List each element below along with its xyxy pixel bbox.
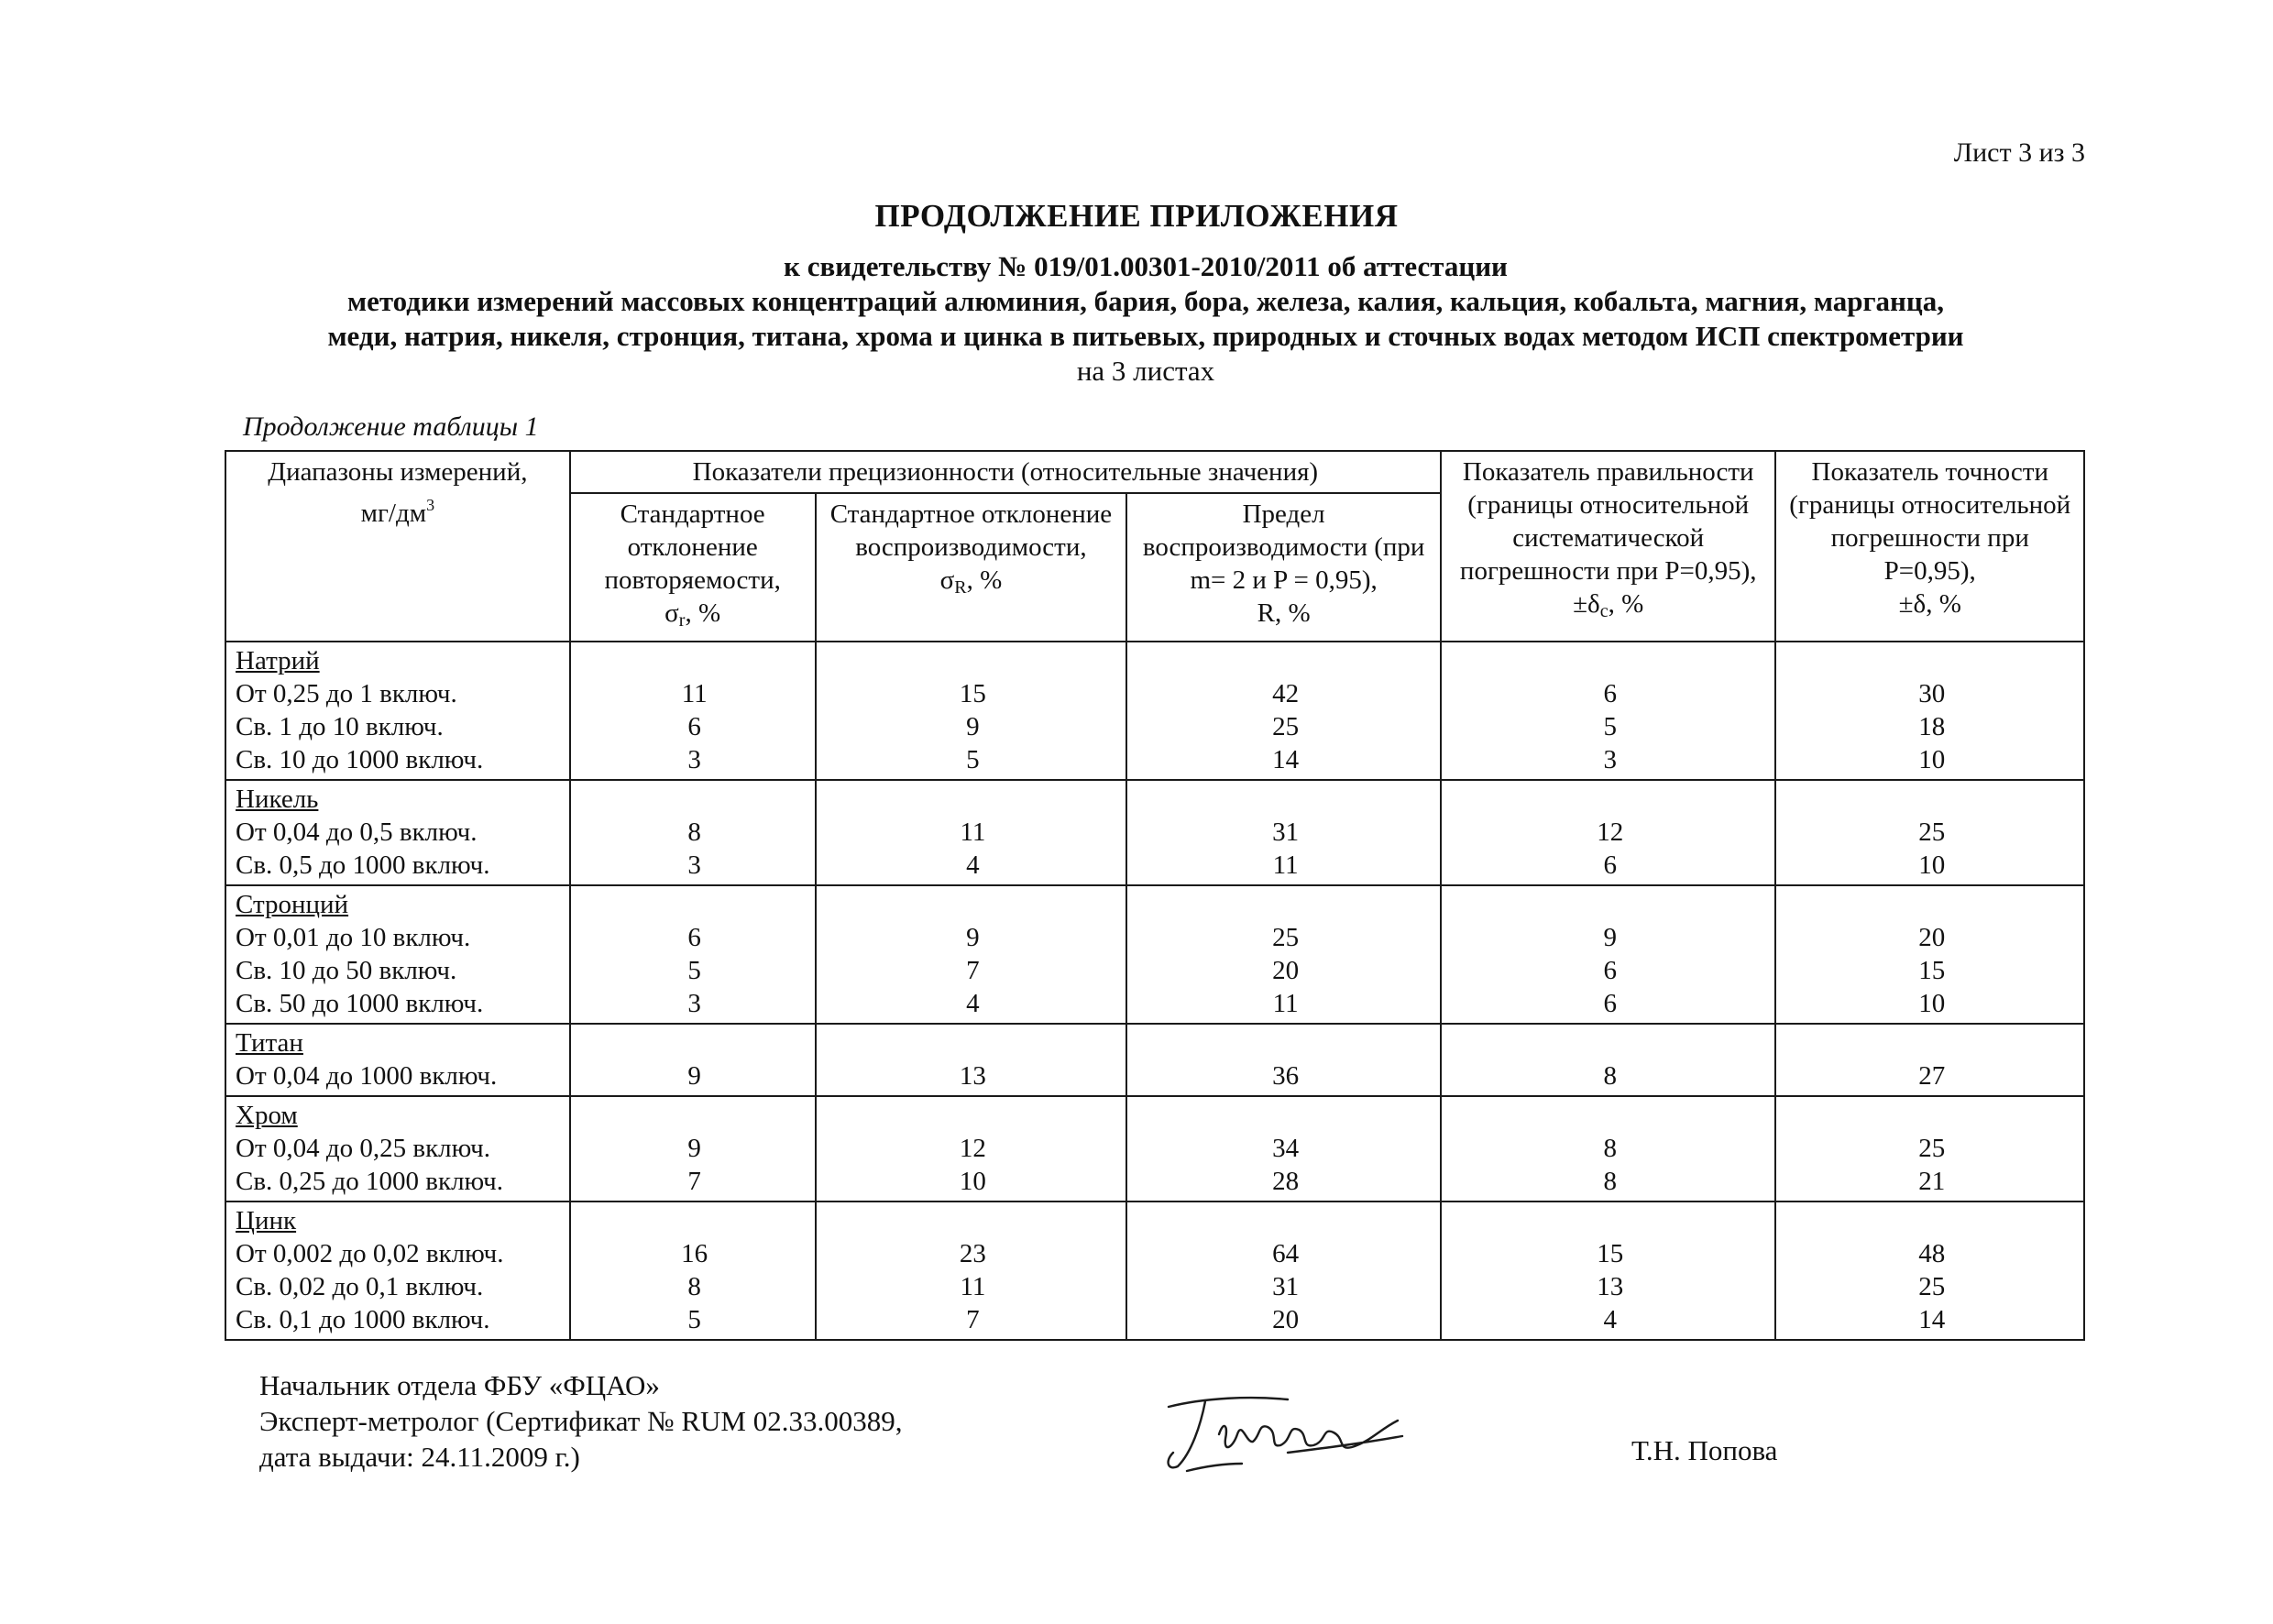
header-reproducibility-sub: R — [954, 577, 967, 598]
range-label: Св. 10 до 1000 включ. — [236, 745, 484, 774]
header-repro-limit-unit: R, % — [1257, 598, 1311, 628]
value-cell-sR — [816, 1096, 1127, 1202]
element-name: Стронций — [236, 890, 349, 919]
subtitle-line-3: меди, натрия, никеля, стронция, титана, хрома и цинка в питьевых, природных и сточных водах методом ИСП спектрометрии — [327, 320, 1964, 352]
value-cell-sr — [570, 1096, 816, 1202]
range-label: От 0,25 до 1 включ. — [236, 679, 457, 708]
value-cell-d — [1775, 1024, 2084, 1096]
element-name: Никель — [236, 785, 319, 814]
cell-value: 25 — [1272, 923, 1300, 952]
header-accuracy — [1775, 451, 2084, 642]
range-label: Св. 0,5 до 1000 включ. — [236, 850, 490, 880]
value-cell-dc — [1441, 1202, 1775, 1340]
value-cell-d — [1775, 885, 2084, 1024]
subtitle-line-2: методики измерений массовых концентраций алюминия, бария, бора, железа, калия, кальция, кобальта, магния, марганца, — [346, 285, 1945, 317]
cell-value: 10 — [959, 1167, 986, 1196]
range-cell — [225, 1202, 570, 1340]
cell-value: 6 — [1603, 850, 1617, 880]
cell-value: 11 — [960, 1272, 986, 1301]
cell-value: 9 — [687, 1134, 701, 1163]
value-cell-dc — [1441, 1024, 1775, 1096]
cell-value: 9 — [966, 712, 980, 741]
cell-value: 5 — [1603, 712, 1617, 741]
cell-value: 10 — [1918, 745, 1946, 774]
header-repeatability-text: Стандартное отклонение повторяемости, — [604, 499, 781, 595]
cell-value: 15 — [1918, 956, 1946, 985]
table-row — [225, 780, 2084, 885]
cell-value: 5 — [966, 745, 980, 774]
value-cell-sr — [570, 780, 816, 885]
cell-value: 3 — [687, 850, 701, 880]
cell-value: 13 — [959, 1061, 986, 1091]
value-cell-dc — [1441, 1096, 1775, 1202]
cell-value: 11 — [1272, 989, 1299, 1018]
cell-value: 7 — [966, 956, 980, 985]
cell-value: 9 — [687, 1061, 701, 1091]
range-label: Св. 0,02 до 0,1 включ. — [236, 1272, 484, 1301]
cell-value: 42 — [1272, 679, 1300, 708]
value-cell-R — [1126, 780, 1441, 885]
sheet-number: Лист 3 из 3 — [1953, 137, 2085, 168]
value-cell-dc — [1441, 780, 1775, 885]
cell-value: 3 — [1603, 745, 1617, 774]
header-reproducibility-text: Стандартное отклонение воспроизводимости, — [829, 499, 1113, 562]
value-cell-R — [1126, 1024, 1441, 1096]
header-repeatability-unit: , % — [685, 598, 721, 628]
header-range-unit-sup: 3 — [426, 496, 435, 514]
subtitle-line-4: на 3 листах — [1076, 355, 1215, 387]
range-label: Св. 10 до 50 включ. — [236, 956, 457, 985]
cell-value: 34 — [1272, 1134, 1300, 1163]
cell-value: 3 — [687, 989, 701, 1018]
value-cell-dc — [1441, 885, 1775, 1024]
value-cell-sR — [816, 1202, 1127, 1340]
cell-value: 6 — [1603, 679, 1617, 708]
range-cell — [225, 885, 570, 1024]
cell-value: 11 — [681, 679, 708, 708]
table-row — [225, 885, 2084, 1024]
value-cell-sR — [816, 885, 1127, 1024]
cell-value: 4 — [966, 850, 980, 880]
cell-value: 14 — [1918, 1305, 1946, 1334]
value-cell-d — [1775, 1096, 2084, 1202]
value-cell-R — [1126, 1202, 1441, 1340]
range-label: Св. 50 до 1000 включ. — [236, 989, 484, 1018]
table-row — [225, 1202, 2084, 1340]
range-label: Св. 1 до 10 включ. — [236, 712, 444, 741]
cell-value: 31 — [1272, 817, 1300, 847]
header-reproducibility — [816, 493, 1127, 642]
header-range — [225, 451, 570, 642]
cell-value: 6 — [687, 923, 701, 952]
header-repeatability-symbol: σ — [664, 598, 679, 628]
cell-value: 13 — [1597, 1272, 1624, 1301]
value-cell-sR — [816, 642, 1127, 780]
header-reproducibility-unit: , % — [966, 565, 1003, 595]
cell-value: 5 — [687, 1305, 701, 1334]
header-trueness-text: Показатель правильности (границы относительной систематической погрешности при P=0,95), ±δ — [1459, 457, 1757, 619]
range-cell — [225, 642, 570, 780]
value-cell-R — [1126, 885, 1441, 1024]
range-label: От 0,01 до 10 включ. — [236, 923, 471, 952]
signatory-block — [259, 1367, 903, 1475]
value-cell-sr — [570, 642, 816, 780]
value-cell-dc — [1441, 642, 1775, 780]
cell-value: 7 — [687, 1167, 701, 1196]
range-cell — [225, 780, 570, 885]
range-label: От 0,04 до 0,5 включ. — [236, 817, 478, 847]
cell-value: 21 — [1918, 1167, 1946, 1196]
range-cell — [225, 1096, 570, 1202]
cell-value: 25 — [1272, 712, 1300, 741]
value-cell-d — [1775, 1202, 2084, 1340]
cell-value: 12 — [959, 1134, 986, 1163]
header-repeatability-sub: r — [678, 610, 686, 631]
cell-value: 48 — [1918, 1239, 1946, 1268]
cell-value: 6 — [1603, 989, 1617, 1018]
cell-value: 8 — [687, 817, 701, 847]
value-cell-d — [1775, 642, 2084, 780]
header-repro-limit-text: Предел воспроизводимости (при m= 2 и P = 0,95), — [1142, 499, 1425, 595]
range-label: От 0,04 до 0,25 включ. — [236, 1134, 491, 1163]
cell-value: 9 — [1603, 923, 1617, 952]
header-repro-limit — [1126, 493, 1441, 642]
page-title: ПРОДОЛЖЕНИЕ ПРИЛОЖЕНИЯ — [874, 198, 1399, 234]
value-cell-sr — [570, 1024, 816, 1096]
cell-value: 9 — [966, 923, 980, 952]
cell-value: 14 — [1272, 745, 1300, 774]
element-name: Хром — [236, 1101, 298, 1130]
value-cell-sr — [570, 885, 816, 1024]
cell-value: 30 — [1918, 679, 1946, 708]
header-accuracy-text: Показатель точности (границы относительной погрешности при P=0,95), — [1789, 457, 2071, 586]
table-row — [225, 1096, 2084, 1202]
cell-value: 20 — [1918, 923, 1946, 952]
range-label: Св. 0,25 до 1000 включ. — [236, 1167, 503, 1196]
cell-value: 4 — [1603, 1305, 1617, 1334]
cell-value: 36 — [1272, 1061, 1300, 1091]
cell-value: 31 — [1272, 1272, 1300, 1301]
range-cell — [225, 1024, 570, 1096]
signatory-line-3: дата выдачи: 24.11.2009 г.) — [259, 1441, 580, 1473]
header-reproducibility-symbol: σ — [939, 565, 955, 595]
range-label: Св. 0,1 до 1000 включ. — [236, 1305, 490, 1334]
table-row — [225, 1024, 2084, 1096]
header-trueness — [1441, 451, 1775, 642]
cell-value: 8 — [1603, 1134, 1617, 1163]
table-body — [225, 642, 2084, 1340]
cell-value: 5 — [687, 956, 701, 985]
cell-value: 15 — [1597, 1239, 1624, 1268]
table-caption: Продолжение таблицы 1 — [243, 411, 539, 442]
cell-value: 27 — [1918, 1061, 1946, 1091]
cell-value: 23 — [959, 1239, 986, 1268]
cell-value: 10 — [1918, 850, 1946, 880]
header-range-label: Диапазоны измерений, — [268, 457, 528, 487]
header-repeatability — [570, 493, 816, 642]
cell-value: 28 — [1272, 1167, 1300, 1196]
header-accuracy-unit: ±δ, % — [1898, 589, 1961, 619]
header-range-unit: мг/дм — [360, 499, 427, 528]
cell-value: 8 — [1603, 1167, 1617, 1196]
table-row — [225, 642, 2084, 780]
element-name: Натрий — [236, 646, 320, 675]
subtitle-line-1: к свидетельству № 019/01.00301-2010/2011 об аттестации — [784, 250, 1508, 282]
cell-value: 11 — [1272, 850, 1299, 880]
element-name: Цинк — [236, 1206, 297, 1235]
signatory-name: Т.Н. Попова — [1631, 1434, 1778, 1466]
cell-value: 7 — [966, 1305, 980, 1334]
header-trueness-unit: , % — [1608, 589, 1644, 619]
cell-value: 25 — [1918, 817, 1946, 847]
cell-value: 4 — [966, 989, 980, 1018]
cell-value: 6 — [687, 712, 701, 741]
cell-value: 8 — [1603, 1061, 1617, 1091]
header-precision-group: Показатели прецизионности (относительные значения) — [570, 451, 1441, 493]
metrology-table — [225, 450, 2085, 1341]
signatory-line-1: Начальник отдела ФБУ «ФЦАО» — [259, 1369, 660, 1401]
value-cell-R — [1126, 1096, 1441, 1202]
cell-value: 15 — [959, 679, 986, 708]
cell-value: 18 — [1918, 712, 1946, 741]
subtitle — [229, 249, 2062, 389]
cell-value: 10 — [1918, 989, 1946, 1018]
cell-value: 16 — [681, 1239, 708, 1268]
value-cell-sR — [816, 780, 1127, 885]
value-cell-sr — [570, 1202, 816, 1340]
cell-value: 6 — [1603, 956, 1617, 985]
cell-value: 64 — [1272, 1239, 1300, 1268]
value-cell-d — [1775, 780, 2084, 885]
cell-value: 25 — [1918, 1272, 1946, 1301]
cell-value: 12 — [1597, 817, 1624, 847]
cell-value: 3 — [687, 745, 701, 774]
value-cell-sR — [816, 1024, 1127, 1096]
cell-value: 8 — [687, 1272, 701, 1301]
value-cell-R — [1126, 642, 1441, 780]
range-label: От 0,04 до 1000 включ. — [236, 1061, 498, 1091]
header-trueness-sub: c — [1599, 601, 1609, 621]
cell-value: 25 — [1918, 1134, 1946, 1163]
element-name: Титан — [236, 1028, 303, 1058]
cell-value: 11 — [960, 817, 986, 847]
signatory-line-2: Эксперт-метролог (Сертификат № RUM 02.33.00389, — [259, 1405, 903, 1437]
handwritten-signature — [1150, 1379, 1416, 1485]
cell-value: 20 — [1272, 1305, 1300, 1334]
range-label: От 0,002 до 0,02 включ. — [236, 1239, 504, 1268]
cell-value: 20 — [1272, 956, 1300, 985]
